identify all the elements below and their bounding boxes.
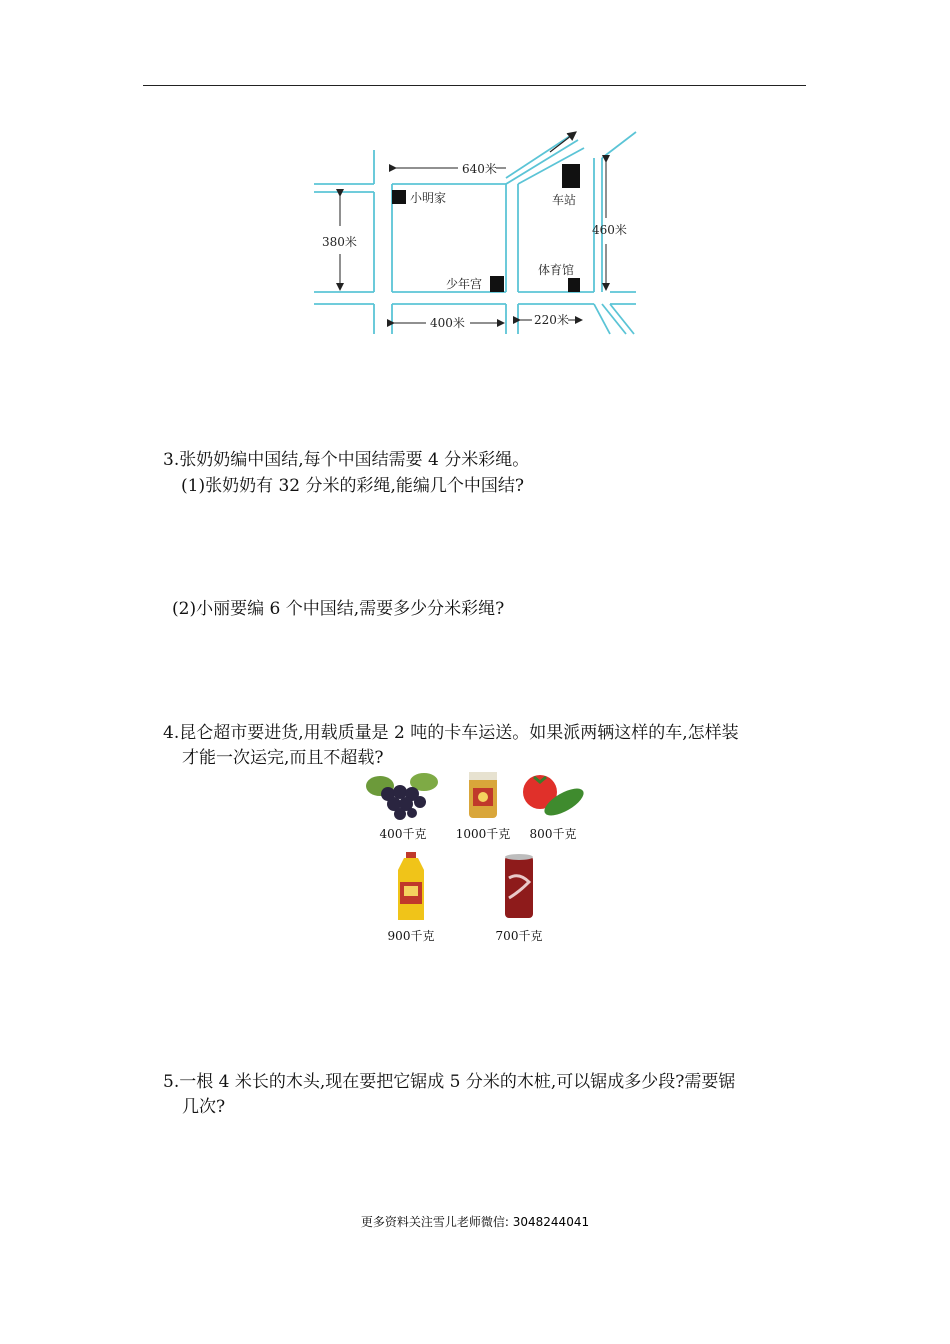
- weight-vegetables: 800千克: [529, 827, 577, 841]
- footer-note: 更多资料关注雪儿老师微信: 3048244041: [360, 1215, 590, 1229]
- label-380: 380米: [322, 235, 357, 249]
- product-grapes: [364, 770, 442, 842]
- weight-drink: 700千克: [495, 929, 543, 943]
- tomato-cucumber-icon: [520, 770, 586, 820]
- rice-bag-icon: [463, 770, 503, 820]
- weight-oil: 900千克: [387, 929, 435, 943]
- grapes-icon: [366, 770, 440, 820]
- product-grid: [360, 768, 600, 948]
- product-drink: [482, 852, 556, 944]
- header-rule: [143, 85, 806, 86]
- question-4-line-2: 才能一次运完,而且不超载?: [182, 748, 384, 768]
- label-station: 车站: [552, 193, 577, 207]
- xiaoming-home-marker: [392, 190, 406, 204]
- question-3: 3.张奶奶编中国结,每个中国结需要 4 分米彩绳。: [163, 450, 530, 470]
- gym-marker: [568, 278, 580, 292]
- question-5-line-1: 5.一根 4 米长的木头,现在要把它锯成 5 分米的木桩,可以锯成多少段?需要锯: [163, 1072, 736, 1092]
- label-220: 220米: [534, 313, 569, 327]
- product-oil: [374, 852, 448, 944]
- station-marker: [562, 164, 580, 188]
- route-map: [310, 122, 640, 338]
- label-youth-palace: 少年宫: [446, 277, 483, 291]
- weight-rice: 1000千克: [455, 827, 511, 841]
- question-4-line-1: 4.昆仑超市要进货,用载质量是 2 吨的卡车运送。如果派两辆这样的车,怎样装: [163, 723, 739, 743]
- question-5-line-2: 几次?: [182, 1097, 226, 1117]
- question-3-part-1: (1)张奶奶有 32 分米的彩绳,能编几个中国结?: [181, 476, 525, 496]
- can-drink-icon: [501, 852, 537, 922]
- label-640: 640米: [462, 162, 497, 176]
- question-3-part-2: (2)小丽要编 6 个中国结,需要多少分米彩绳?: [172, 599, 505, 619]
- label-460: 460米: [592, 223, 627, 237]
- weight-grapes: 400千克: [379, 827, 427, 841]
- label-400: 400米: [430, 316, 465, 330]
- label-gym: 体育馆: [538, 263, 575, 277]
- product-rice: [446, 770, 520, 842]
- youth-palace-marker: [490, 276, 504, 292]
- label-xiaoming-home: 小明家: [410, 191, 447, 205]
- oil-bottle-icon: [394, 852, 428, 922]
- product-vegetables: [516, 770, 590, 842]
